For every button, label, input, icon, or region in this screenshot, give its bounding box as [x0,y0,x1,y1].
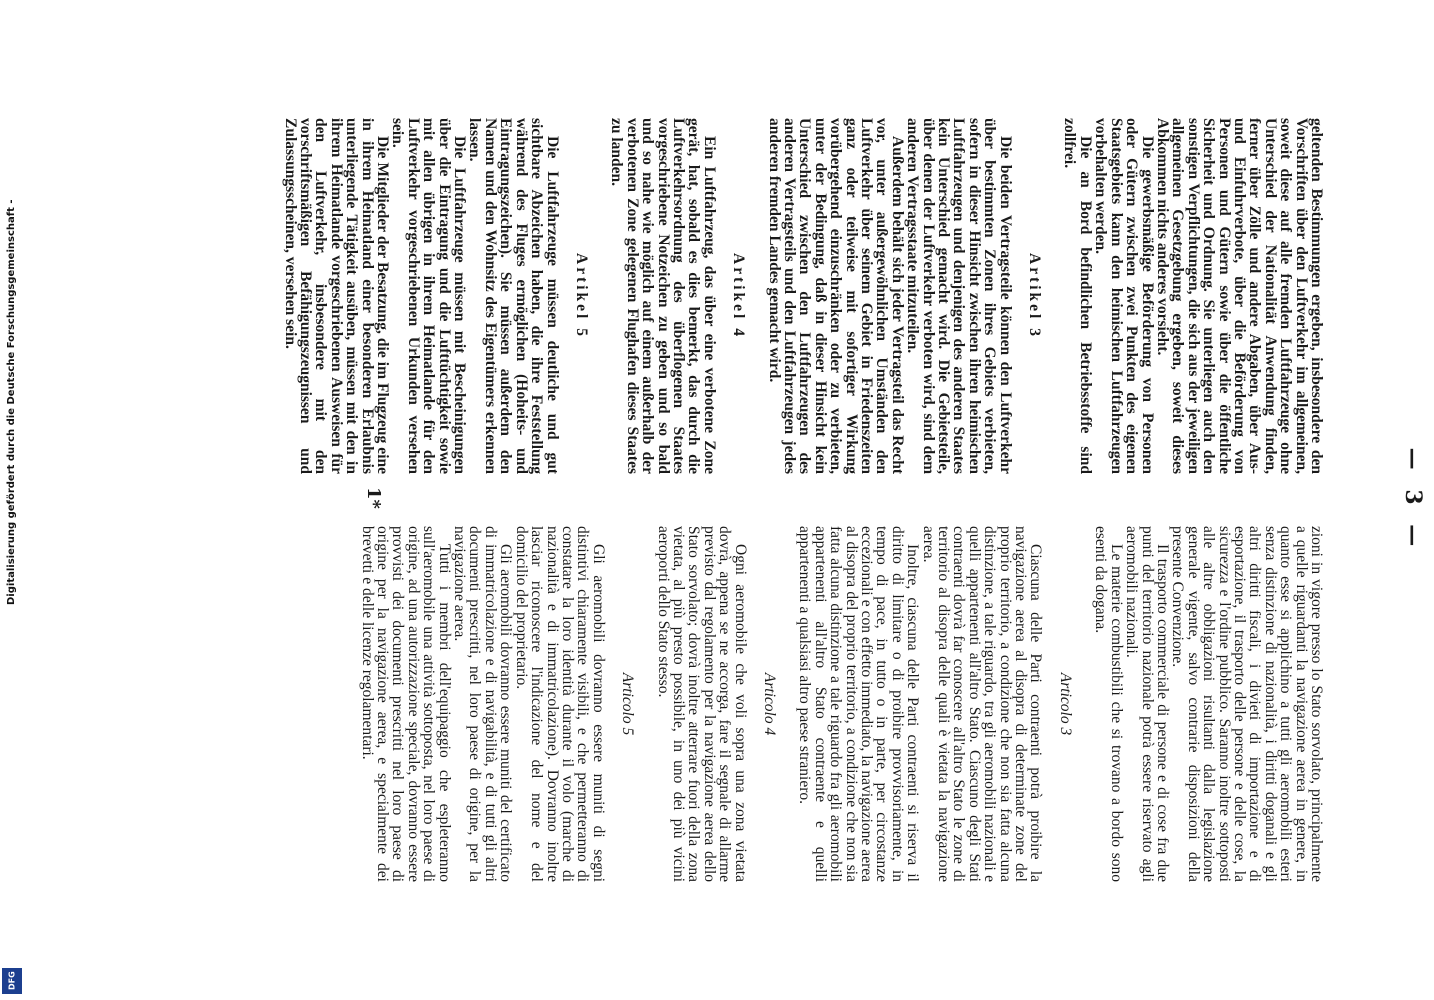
paragraph: Die Luftfahrzeuge müssen deutliche und gut sichtbare Abzeichen haben, die ihre Feststellung während des Fluges ermöglichen (Hoheits- und Eintragungszeichen). Sie müssen außerdem den Namen und den Wohnsitz des Eigentümers erkennen lassen. [466,118,561,474]
dfg-logo-icon: DFG [2,968,22,994]
paragraph: Gli aeromobili dovranno essere muniti del certificato di immatricolazione e di navigabilità, e di tutti gli altri documenti prescritti, nel loro paese di origine, per la navigazione aerea. [451,526,515,882]
article-heading: Articolo 4 [761,672,778,736]
paragraph: Ciascuna delle Parti contraenti potrà proibire la navigazione aerea al disopra di determinate zone del proprio territorio, a condizione che non sia fatta alcuna distinzione, a tale riguardo, tra gli aeromobili nazionali e quelli appartenenti all'altro Stato. Ciascuno degli Stati contraenti dovrà far conoscere all'altro Stato le zone di territorio al disopra delle quali è vietata la navigazione aerea. [919,526,1045,882]
paragraph: Die Luftfahrzeuge müssen mit Bescheinigungen über die Eintragung und die Lufttüchtigkeit sowie mit allen übrigen in ihrem Heimatlande für den Luftverkehr vorgeschriebenen Urkunden versehen sein. [389,118,469,474]
funding-credit: Digitalisierung gefördert durch die Deutsche Forschungsgemeinschaft - [6,199,17,605]
page-number: — 3 — [1400,447,1426,553]
paragraph: Le materie combustibili che si trovano a bordo sono esenti da dogana. [1092,526,1125,882]
paragraph: Ogni aeromobile che voli sopra una zona vietata dovrà, appena se ne accorga, fare il segnale di allarme previsto dal regolamento per la navigazione aerea dello Stato sorvolato; dovrà inoltre atterrare fuori della zona vietata, al più presto possibile, in uno dei più vicini aeroporti dello Stato stesso. [654,526,749,882]
paragraph: Außerdem behält sich jeder Vertragsteil das Recht vor, unter außergewöhnlichen Umständen den Luftverkehr über seinem Gebiet in Friedenszeiten ganz oder teilweise mit sofortiger Wirkung vorübergehend einzuschränken oder zu verbieten, unter der Bedingung, daß in dieser Hinsicht kein Unterschied zwischen den Luftfahrzeugen des anderen Vertragsteils und den Luftfahrzeugen jedes anderen fremden Landes gemacht wird. [765,118,906,474]
paragraph: Inoltre, ciascuna delle Parti contraenti si riserva il diritto di limitare o di proibire provvisoriamente, in tempo di pace, in tutto o in parte, per circostanze eccezionali e con effetto immediato, la navigazione aerea al disopra del proprio territorio, a condizione che non sia fatta alcuna distinzione a tale riguardo fra gli aeromobili appartenenti all'altro Stato contraente e quelli appartenenti a qualsiasi altro paese straniero. [796,526,922,882]
paragraph: Die Mitglieder der Besatzung, die im Flugzeug eine in ihrem Heimatland einer besonderen Erlaubnis unterliegende Tätigkeit ausüben, müssen mit den in ihrem Heimatlande vorgeschriebenen Ausweisen für den Luftverkehr, insbesondere mit den vorschriftsmäßigen Befähigungszeugnissen und Zulassungsscheinen, versehen sein. [281,118,392,474]
italian-column [359,526,1324,882]
paragraph: zioni in vigore presso lo Stato sorvolato, principalmente a quelle riguardanti la navigazione aerea in genere, in quanto esse si applichino a tutti gli aeromobili esteri senza distinzione di nazionalità, i diritti doganali e gli altri diritti fiscali, i divieti di importazione e di esportazione, il trasporto delle persone e delle cose, la sicurezza e l'ordine pubblico. Saranno inoltre sottoposti alle altre obbligazioni risultanti dalla legislazione generale vigente, salvo contrarie disposizioni della presente Convenzione. [1169,526,1325,882]
article-heading: Articolo 5 [619,672,637,736]
paragraph: Ein Luftfahrzeug, das über eine verbotene Zone gerät, hat, sobald es dies bemerkt, das durch die Luftverkehrsordnung des überflogenen Staates vorgeschriebene Notzeichen zu geben und so bald und so nahe wie möglich auf einem außerhalb der verbotenen Zone gelegenen Flughafen dieses Staates zu landen. [608,118,718,474]
article-heading: Artikel 5 [572,253,590,339]
article-heading: Artikel 3 [1026,253,1044,339]
signature-mark: 1* [363,487,384,509]
paragraph: Die gewerbsmäßige Beförderung von Personen oder Gütern zwischen zwei Punkten des eigenen Staatsgebiets kann den heimischen Luftfahrzeugen vorbehalten werden. [1092,118,1156,474]
article-heading: Artikel 4 [730,253,748,339]
paragraph: Gli aeromobili dovranno essere muniti di segni distintivi chiaramente visibili, e che permetteranno di constatare la loro identità durante il volo (marche di nazionalità e di immatricolazione). Dovranno inoltre lasciar riconoscere l'indicazione del nome e del domicilio del proprietario. [512,526,607,882]
german-column [282,118,1324,474]
paragraph: Il trasporto commerciale di persone e di cose fra due punti del territorio nazionale potrà essere riservato agli aeromobili nazionali. [1123,526,1171,882]
paragraph: geltenden Bestimmungen ergeben, insbesondere den Vorschriften über den Luftverkehr im allgemeinen, soweit diese auf alle fremden Luftfahrzeuge ohne Unterschied der Nationalität Anwendung finden, ferner über Zölle und andere Abgaben, über Aus- und Einfuhrverbote, über die Beförderung von Personen und Gütern sowie über die öffentliche Sicherheit und Ordnung. Sie unterliegen auch den sonstigen Verpflichtungen, die sich aus der jeweiligen allgemeinen Gesetzgebung ergeben, soweit dieses Abkommen nichts anderes vorsieht. [1153,118,1325,474]
paragraph: Tutti i membri dell'equipaggio che espleteranno sull'aeromobile una attività sottoposta, nel loro paese di origine, ad una autorizzazione speciale, dovranno essere provvisti dei documenti prescritti nel loro paese di origine per la navigazione aerea, e specialmente dei brevetti e delle licenze regolamentari. [358,526,453,882]
article-heading: Articolo 3 [1056,672,1074,736]
digitization-footer [0,0,30,1000]
paragraph: Die an Bord befindlichen Betriebsstoffe sind zollfrei. [1061,118,1094,474]
paragraph: Die beiden Vertragsteile können den Luftverkehr über bestimmten Zonen ihres Gebiets verbieten, sofern in dieser Hinsicht zwischen ihren heimischen Luftfahrzeugen und denjenigen des anderen Staates kein Unterschied gemacht wird. Die Gebietsteile, über denen der Luftverkehr verboten wird, sind dem anderen Vertragsstaate mitzuteilen. [904,118,1014,474]
